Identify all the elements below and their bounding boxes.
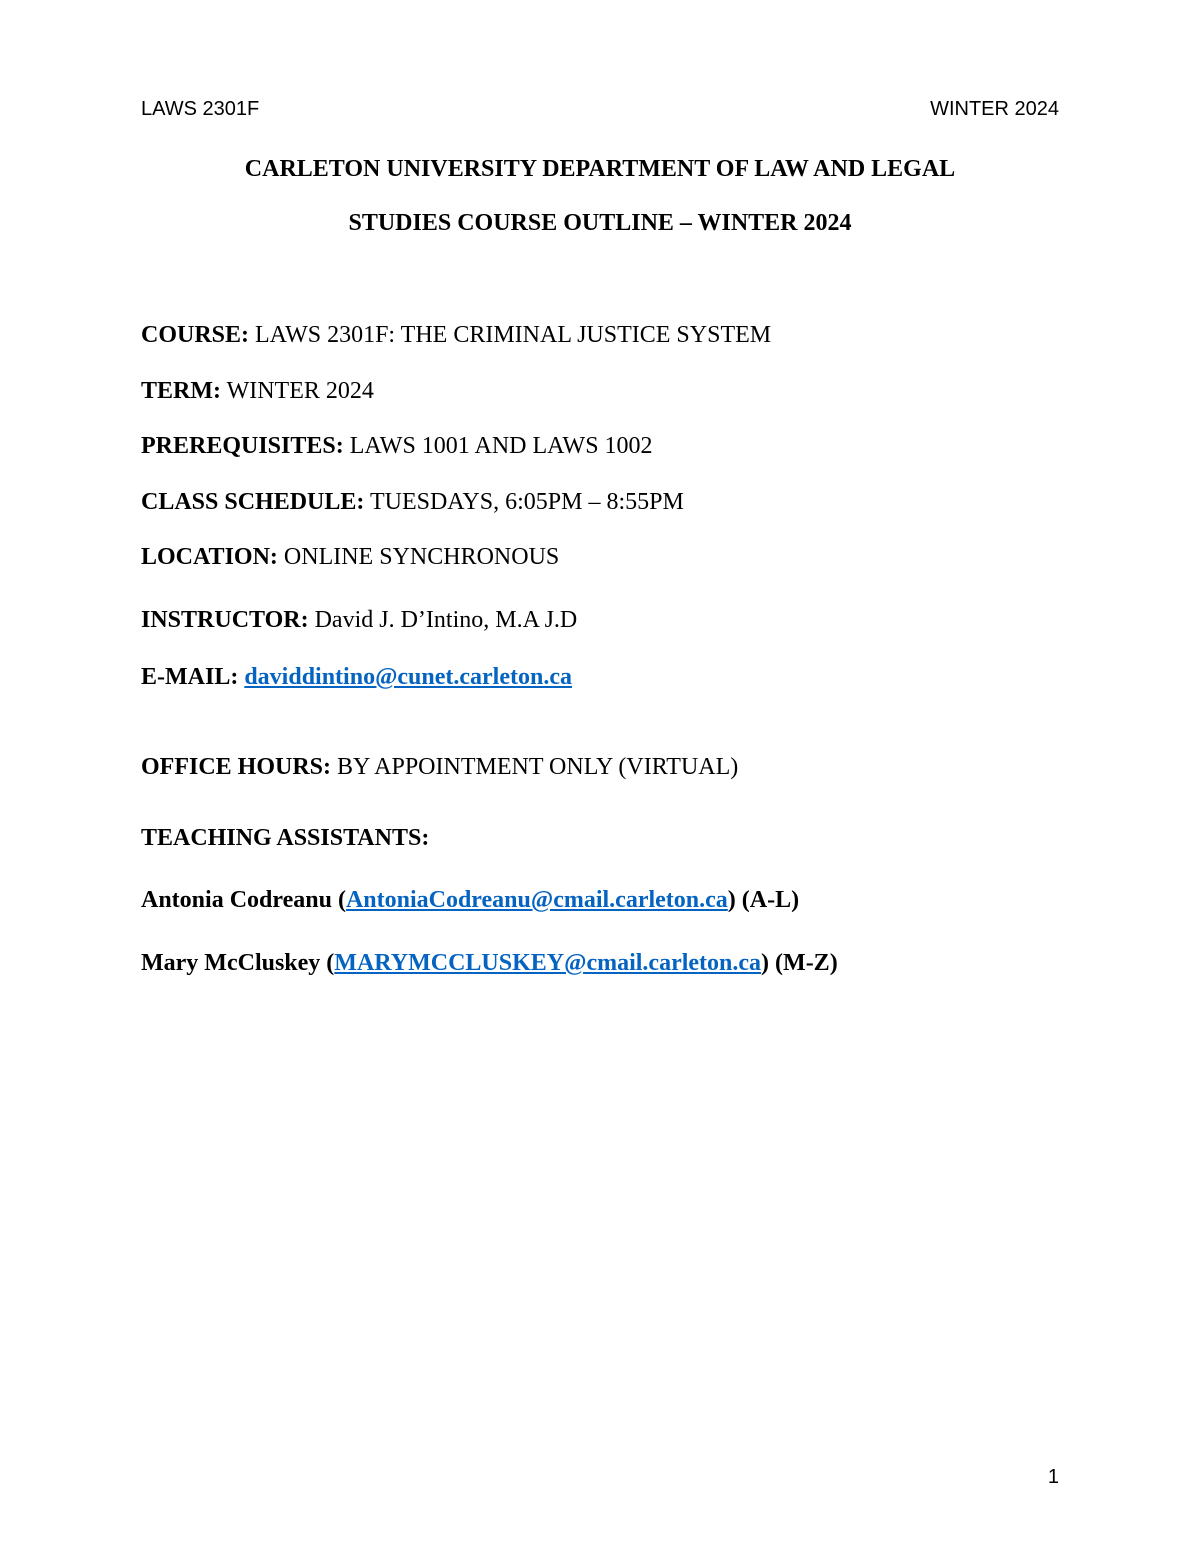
- assistant-range: (M-Z): [775, 950, 838, 976]
- location-value: ONLINE SYNCHRONOUS: [277, 544, 560, 570]
- class-schedule-value: TUESDAYS, 6:05PM – 8:55PM: [364, 489, 684, 515]
- assistant-name: Mary McCluskey: [141, 950, 321, 976]
- header-course-code: LAWS 2301F: [141, 98, 260, 120]
- assistant-email-link[interactable]: MARYMCCLUSKEY@cmail.carleton.ca: [334, 950, 762, 976]
- email-label: E-MAIL:: [141, 664, 239, 690]
- class-schedule-label: CLASS SCHEDULE:: [141, 489, 365, 515]
- class-schedule-field: [141, 487, 684, 517]
- assistant-name: Antonia Codreanu: [141, 887, 332, 913]
- email-field: [141, 662, 572, 692]
- teaching-assistants-label: TEACHING ASSISTANTS:: [141, 825, 430, 851]
- location-field: [141, 542, 559, 572]
- course-value: LAWS 2301F: THE CRIMINAL JUSTICE SYSTEM: [249, 322, 772, 348]
- instructor-label: INSTRUCTOR:: [141, 607, 309, 633]
- header-term: WINTER 2024: [930, 98, 1059, 120]
- document-title-line-2: STUDIES COURSE OUTLINE – WINTER 2024: [348, 210, 852, 236]
- document-title-line-1: CARLETON UNIVERSITY DEPARTMENT OF LAW AND LEGAL: [244, 156, 956, 182]
- term-value: WINTER 2024: [221, 378, 374, 404]
- office-hours-field: [141, 752, 738, 782]
- term-label: TERM:: [141, 378, 221, 404]
- page-number: 1: [1047, 1466, 1059, 1488]
- teaching-assistants-heading: [141, 823, 429, 853]
- location-label: LOCATION:: [141, 544, 278, 570]
- course-field: [141, 320, 771, 350]
- instructor-field: [141, 605, 577, 635]
- assistant-range: (A-L): [741, 887, 800, 913]
- course-label: COURSE:: [141, 322, 250, 348]
- office-hours-label: OFFICE HOURS:: [141, 754, 332, 780]
- instructor-value: David J. D’Intino, M.A J.D: [308, 607, 578, 633]
- assistant-entry: Antonia Codreanu (AntoniaCodreanu@cmail.carleton.ca) (A-L): [141, 887, 800, 913]
- prerequisites-value: LAWS 1001 AND LAWS 1002: [343, 433, 653, 459]
- term-field: [141, 376, 374, 406]
- assistant-email-link[interactable]: AntoniaCodreanu@cmail.carleton.ca: [345, 887, 728, 913]
- prerequisites-field: [141, 431, 653, 461]
- instructor-email-link[interactable]: daviddintino@cunet.carleton.ca: [244, 664, 572, 690]
- office-hours-value: BY APPOINTMENT ONLY (VIRTUAL): [331, 754, 739, 780]
- assistant-entry: Mary McCluskey (MARYMCCLUSKEY@cmail.carleton.ca) (M-Z): [141, 950, 838, 976]
- prerequisites-label: PREREQUISITES:: [141, 433, 344, 459]
